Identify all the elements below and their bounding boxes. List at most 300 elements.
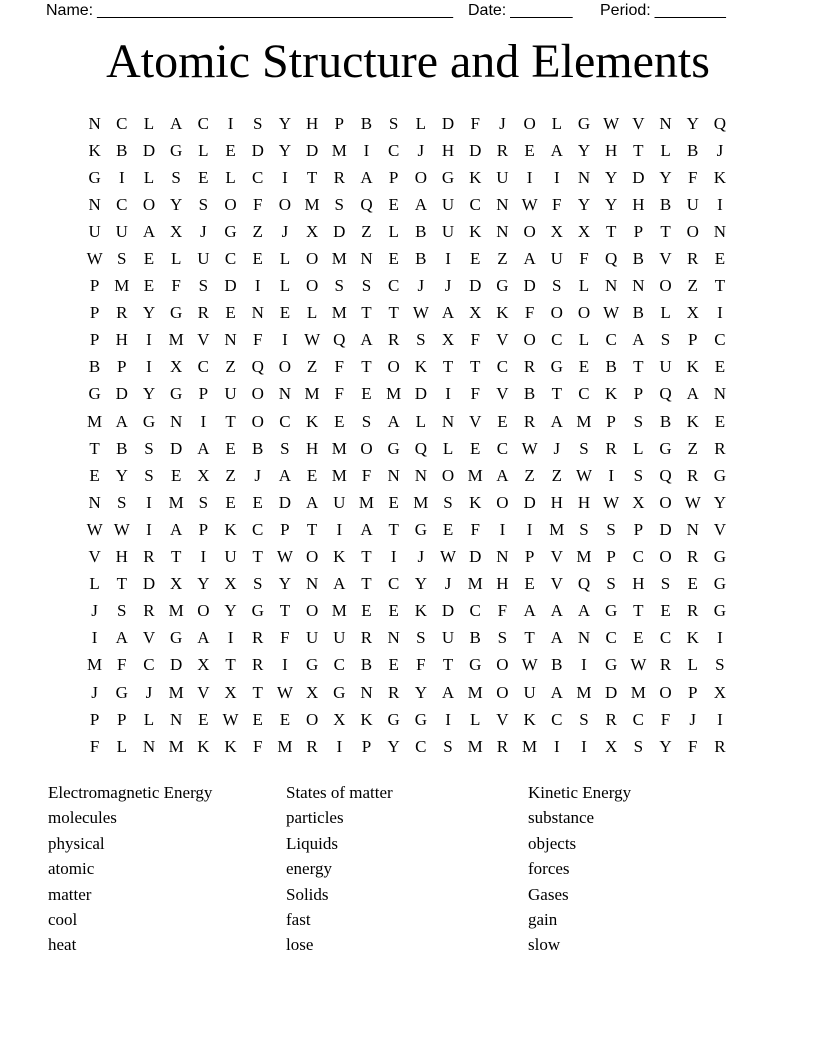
grid-letter-r9c8: I	[282, 330, 288, 350]
grid-letter-r15c17: D	[523, 492, 536, 512]
grid-letter-r13c21: L	[633, 438, 644, 458]
grid-letter-r9c21: A	[632, 330, 645, 350]
grid-letter-r5c17: O	[523, 221, 536, 241]
grid-letter-r24c23: F	[687, 736, 698, 756]
name-field-group	[46, 1, 453, 21]
grid-letter-r3c13: O	[414, 167, 427, 187]
grid-letter-r21c7: R	[252, 655, 264, 675]
grid-letter-r18c17: E	[524, 574, 535, 594]
grid-letter-r5c13: B	[415, 221, 427, 241]
grid-letter-r23c15: L	[470, 709, 481, 729]
grid-letter-r14c3: S	[144, 465, 154, 485]
grid-letter-r10c2: P	[117, 357, 127, 377]
grid-letter-r17c1: V	[88, 547, 101, 567]
grid-letter-r7c17: D	[523, 276, 536, 296]
grid-letter-r23c19: S	[579, 709, 589, 729]
grid-letter-r13c10: M	[331, 438, 347, 458]
grid-letter-r5c14: U	[441, 221, 455, 241]
grid-letter-r24c9: R	[306, 736, 318, 756]
grid-letter-r13c1: T	[89, 438, 100, 458]
grid-letter-r3c23: F	[687, 167, 698, 187]
grid-letter-r20c3: V	[142, 628, 156, 648]
grid-letter-r6c14: I	[445, 249, 451, 269]
grid-letter-r20c6: I	[227, 628, 234, 648]
grid-letter-r20c16: S	[497, 628, 508, 648]
grid-letter-r1c1: N	[88, 113, 101, 133]
name-label: Name:	[46, 2, 94, 19]
grid-letter-r24c13: C	[415, 736, 427, 756]
grid-letter-r13c12: G	[387, 438, 400, 458]
word-list-column-3	[528, 780, 631, 958]
grid-letter-r3c16: U	[496, 167, 509, 187]
grid-letter-r17c5: I	[200, 547, 207, 567]
grid-letter-r16c21: P	[633, 519, 644, 539]
grid-letter-r1c5: C	[197, 113, 210, 133]
grid-letter-r8c21: B	[632, 303, 645, 323]
grid-letter-r1c16: J	[499, 113, 506, 133]
grid-letter-r14c5: X	[197, 465, 210, 485]
period-blank-line: ________	[654, 2, 726, 19]
grid-letter-r1c7: S	[252, 113, 263, 133]
grid-letter-r22c11: N	[360, 682, 373, 702]
grid-letter-r5c24: N	[713, 221, 727, 241]
grid-letter-r22c6: X	[224, 682, 237, 702]
grid-letter-r12c11: S	[361, 411, 372, 431]
grid-letter-r22c1: J	[91, 682, 98, 702]
grid-letter-r3c8: I	[282, 167, 288, 187]
grid-letter-r12c7: O	[251, 411, 264, 431]
grid-letter-r7c7: I	[254, 276, 261, 296]
grid-letter-r5c3: A	[142, 221, 156, 241]
grid-letter-r2c11: I	[363, 140, 370, 160]
grid-letter-r11c17: B	[523, 384, 536, 404]
grid-letter-r19c21: T	[633, 601, 644, 621]
grid-letter-r6c6: C	[224, 249, 237, 269]
grid-letter-r18c20: S	[606, 574, 616, 594]
grid-letter-r7c9: O	[305, 276, 319, 296]
grid-letter-r24c8: M	[277, 736, 293, 756]
grid-letter-r11c20: K	[605, 384, 618, 404]
word-item: Liquids	[286, 833, 338, 853]
grid-letter-r5c16: N	[496, 221, 509, 241]
grid-letter-r7c12: C	[387, 276, 400, 296]
grid-letter-r7c1: P	[89, 276, 100, 296]
grid-letter-r20c24: I	[717, 628, 723, 648]
grid-letter-r12c22: B	[659, 411, 672, 431]
grid-letter-r16c10: I	[336, 519, 343, 539]
grid-letter-r9c15: F	[470, 330, 480, 350]
grid-letter-r11c8: N	[278, 384, 292, 404]
grid-letter-r19c6: Y	[224, 601, 237, 621]
grid-letter-r24c24: R	[714, 736, 726, 756]
grid-letter-r4c7: F	[252, 194, 263, 214]
grid-letter-r4c4: Y	[170, 194, 183, 214]
grid-letter-r1c3: L	[143, 113, 155, 133]
grid-letter-r13c19: S	[579, 438, 589, 458]
grid-letter-r15c6: E	[225, 492, 236, 512]
word-item: forces	[528, 859, 570, 879]
grid-letter-r9c6: N	[224, 330, 237, 350]
grid-letter-r24c20: X	[605, 736, 618, 756]
grid-letter-r10c21: T	[633, 357, 644, 377]
grid-letter-r10c3: I	[146, 357, 152, 377]
grid-letter-r8c19: O	[577, 303, 591, 323]
grid-letter-r11c14: I	[445, 384, 451, 404]
grid-letter-r1c9: H	[305, 113, 319, 133]
grid-letter-r4c18: F	[552, 194, 562, 214]
grid-letter-r11c10: F	[334, 384, 345, 404]
grid-letter-r1c6: I	[227, 113, 234, 133]
grid-letter-r4c6: O	[224, 194, 237, 214]
grid-letter-r15c5: S	[198, 492, 209, 512]
grid-letter-r4c2: C	[116, 194, 128, 214]
grid-letter-r7c21: N	[632, 276, 645, 296]
grid-letter-r21c1: M	[87, 655, 103, 675]
grid-letter-r18c22: S	[660, 574, 671, 594]
grid-letter-r3c24: K	[713, 167, 727, 187]
grid-letter-r18c4: X	[170, 574, 183, 594]
grid-letter-r13c4: D	[170, 438, 183, 458]
grid-letter-r3c3: L	[143, 167, 155, 187]
grid-letter-r14c20: I	[608, 465, 614, 485]
grid-letter-r12c14: N	[441, 411, 455, 431]
grid-letter-r21c22: R	[659, 655, 672, 675]
grid-letter-r9c22: S	[660, 330, 671, 350]
grid-letter-r4c12: E	[388, 194, 399, 214]
grid-letter-r16c18: M	[549, 519, 565, 539]
grid-letter-r20c8: F	[280, 628, 290, 648]
grid-letter-r1c18: L	[551, 113, 562, 133]
grid-letter-r12c19: M	[576, 411, 592, 431]
grid-letter-r19c13: K	[414, 601, 427, 621]
grid-letter-r21c3: C	[143, 655, 155, 675]
grid-letter-r24c18: I	[553, 736, 560, 756]
grid-letter-r24c17: M	[522, 736, 538, 756]
grid-letter-r6c10: M	[331, 249, 347, 269]
grid-letter-r1c20: W	[603, 113, 620, 133]
grid-letter-r5c19: X	[577, 221, 591, 241]
grid-letter-r16c1: W	[86, 519, 103, 539]
grid-letter-r2c8: Y	[278, 140, 292, 160]
grid-letter-r2c14: H	[441, 140, 455, 160]
grid-letter-r4c13: A	[414, 194, 427, 214]
grid-letter-r19c18: A	[550, 601, 563, 621]
grid-letter-r9c13: S	[416, 330, 426, 350]
grid-letter-r11c7: O	[251, 384, 264, 404]
grid-letter-r7c8: L	[279, 276, 291, 296]
grid-letter-r2c4: G	[170, 140, 183, 160]
grid-letter-r13c5: A	[197, 438, 210, 458]
grid-letter-r6c23: R	[687, 249, 699, 269]
grid-letter-r11c4: G	[170, 384, 183, 404]
grid-letter-r20c23: K	[686, 628, 699, 648]
grid-letter-r11c11: E	[361, 384, 372, 404]
grid-letter-r10c16: C	[496, 357, 509, 377]
grid-letter-r7c10: S	[334, 276, 345, 296]
grid-letter-r13c20: R	[605, 438, 617, 458]
grid-letter-r24c22: Y	[659, 736, 672, 756]
grid-letter-r16c8: P	[280, 519, 290, 539]
grid-letter-r17c2: H	[115, 547, 128, 567]
grid-letter-r11c1: G	[88, 384, 101, 404]
grid-letter-r7c13: J	[417, 276, 425, 296]
grid-letter-r8c1: P	[89, 303, 100, 323]
grid-letter-r17c9: O	[305, 547, 319, 567]
grid-letter-r9c11: A	[360, 330, 373, 350]
grid-letter-r15c4: M	[168, 492, 184, 512]
grid-letter-r9c5: V	[197, 330, 210, 350]
grid-letter-r1c14: D	[441, 113, 455, 133]
grid-letter-r9c19: L	[578, 330, 590, 350]
grid-letter-r8c16: K	[496, 303, 509, 323]
grid-letter-r18c13: Y	[414, 574, 427, 594]
grid-letter-r15c9: A	[305, 492, 319, 512]
grid-letter-r11c2: D	[115, 384, 128, 404]
grid-letter-r24c21: S	[633, 736, 644, 756]
grid-letter-r3c7: C	[252, 167, 264, 187]
grid-letter-r12c2: A	[115, 411, 128, 431]
grid-letter-r15c24: Y	[713, 492, 727, 512]
grid-letter-r9c7: F	[252, 330, 263, 350]
grid-letter-r10c4: X	[170, 357, 183, 377]
grid-letter-r19c17: A	[523, 601, 536, 621]
grid-letter-r5c1: U	[88, 221, 101, 241]
grid-letter-r5c21: P	[633, 221, 644, 241]
grid-letter-r2c10: M	[331, 140, 347, 160]
grid-letter-r12c1: M	[87, 411, 103, 431]
grid-letter-r18c15: M	[467, 574, 483, 594]
grid-letter-r11c23: A	[686, 384, 699, 404]
grid-letter-r14c17: Z	[524, 465, 535, 485]
grid-letter-r18c16: H	[496, 574, 509, 594]
grid-letter-r24c5: K	[197, 736, 210, 756]
grid-letter-r4c8: O	[278, 194, 292, 214]
grid-letter-r21c16: O	[496, 655, 509, 675]
grid-letter-r5c4: X	[170, 221, 183, 241]
grid-letter-r20c11: R	[360, 628, 373, 648]
word-item: heat	[48, 935, 77, 955]
grid-letter-r24c7: F	[252, 736, 263, 756]
grid-letter-r6c19: F	[579, 249, 589, 269]
grid-letter-r1c21: V	[632, 113, 645, 133]
grid-letter-r2c20: H	[605, 140, 618, 160]
grid-letter-r8c4: G	[170, 303, 183, 323]
grid-letter-r23c6: W	[222, 709, 239, 729]
grid-letter-r4c9: M	[304, 194, 320, 214]
grid-letter-r10c5: C	[197, 357, 210, 377]
grid-letter-r22c19: M	[576, 682, 592, 702]
grid-letter-r17c7: T	[252, 547, 263, 567]
grid-letter-r21c19: I	[581, 655, 587, 675]
grid-letter-r3c17: I	[526, 167, 533, 187]
grid-letter-r15c18: H	[550, 492, 563, 512]
grid-letter-r18c23: E	[687, 574, 698, 594]
grid-letter-r16c5: P	[198, 519, 209, 539]
grid-letter-r6c16: Z	[497, 249, 508, 269]
grid-letter-r4c5: S	[198, 194, 209, 214]
grid-letter-r22c16: O	[496, 682, 509, 702]
grid-letter-r20c5: A	[197, 628, 210, 648]
grid-letter-r17c14: W	[440, 547, 457, 567]
grid-letter-r11c13: D	[414, 384, 427, 404]
grid-letter-r24c15: M	[467, 736, 483, 756]
grid-letter-r23c17: K	[523, 709, 536, 729]
grid-letter-r20c13: S	[416, 628, 426, 648]
grid-letter-r8c7: N	[251, 303, 264, 323]
grid-letter-r13c24: R	[714, 438, 726, 458]
grid-letter-r12c15: V	[469, 411, 482, 431]
grid-letter-r16c7: C	[252, 519, 264, 539]
grid-letter-r11c9: M	[304, 384, 320, 404]
grid-letter-r11c21: P	[633, 384, 644, 404]
grid-letter-r8c24: I	[717, 303, 723, 323]
grid-letter-r16c12: T	[388, 519, 399, 539]
grid-letter-r17c21: C	[632, 547, 645, 567]
puzzle-title: Atomic Structure and Elements	[106, 35, 710, 88]
grid-letter-r21c24: S	[715, 655, 725, 675]
date-label: Date:	[468, 2, 507, 19]
grid-letter-r21c4: D	[170, 655, 183, 675]
grid-letter-r5c15: K	[469, 221, 482, 241]
grid-letter-r2c6: E	[225, 140, 236, 160]
grid-letter-r9c16: V	[496, 330, 509, 350]
grid-letter-r24c19: I	[581, 736, 587, 756]
grid-letter-r7c18: S	[552, 276, 562, 296]
grid-letter-r14c8: A	[278, 465, 292, 485]
grid-letter-r6c24: E	[714, 249, 726, 269]
grid-letter-r7c14: J	[444, 276, 452, 296]
grid-letter-r8c17: F	[524, 303, 535, 323]
grid-letter-r12c4: N	[170, 411, 183, 431]
grid-letter-r16c17: I	[526, 519, 533, 539]
grid-letter-r2c3: D	[142, 140, 156, 160]
grid-letter-r18c3: D	[142, 574, 156, 594]
grid-letter-r2c16: R	[496, 140, 509, 160]
grid-letter-r12c8: C	[279, 411, 291, 431]
grid-letter-r21c21: W	[630, 655, 647, 675]
grid-letter-r8c15: X	[469, 303, 482, 323]
grid-letter-r16c22: D	[659, 519, 672, 539]
grid-letter-r18c2: T	[116, 574, 127, 594]
grid-letter-r14c23: R	[687, 465, 699, 485]
grid-letter-r3c9: T	[306, 167, 318, 187]
grid-letter-r20c10: U	[333, 628, 346, 648]
grid-letter-r8c20: W	[603, 303, 620, 323]
grid-letter-r3c4: S	[171, 167, 181, 187]
grid-letter-r14c16: A	[496, 465, 509, 485]
grid-letter-r14c19: W	[575, 465, 592, 485]
grid-letter-r9c12: R	[387, 330, 400, 350]
grid-letter-r5c20: T	[605, 221, 617, 241]
grid-letter-r16c15: F	[470, 519, 480, 539]
grid-letter-r1c4: A	[170, 113, 183, 133]
grid-letter-r6c18: U	[550, 249, 563, 269]
grid-letter-r13c17: W	[521, 438, 538, 458]
grid-letter-r16c20: S	[606, 519, 616, 539]
grid-letter-r9c9: W	[304, 330, 321, 350]
grid-letter-r7c15: D	[469, 276, 482, 296]
grid-letter-r15c10: U	[333, 492, 346, 512]
grid-letter-r17c10: K	[333, 547, 346, 567]
grid-letter-r22c21: M	[630, 682, 646, 702]
grid-letter-r7c22: O	[659, 276, 672, 296]
grid-letter-r5c23: O	[686, 221, 699, 241]
grid-letter-r19c23: R	[687, 601, 699, 621]
grid-letter-r23c9: O	[305, 709, 319, 729]
grid-letter-r18c24: G	[713, 574, 727, 594]
grid-letter-r8c3: Y	[142, 303, 156, 323]
grid-letter-r5c7: Z	[252, 221, 263, 241]
grid-letter-r3c5: E	[198, 167, 209, 187]
grid-letter-r6c13: B	[415, 249, 427, 269]
period-field-group	[600, 1, 726, 21]
grid-letter-r21c5: X	[197, 655, 210, 675]
grid-letter-r10c12: O	[387, 357, 400, 377]
word-item: atomic	[48, 859, 95, 879]
date-field-group	[468, 1, 573, 21]
grid-letter-r22c20: D	[605, 682, 618, 702]
grid-letter-r9c14: X	[441, 330, 455, 350]
grid-letter-r22c13: Y	[414, 682, 427, 702]
grid-letter-r3c14: G	[441, 167, 455, 187]
grid-letter-r12c10: E	[334, 411, 345, 431]
grid-letter-r15c11: M	[358, 492, 375, 512]
grid-letter-r13c6: E	[225, 438, 236, 458]
grid-letter-r20c1: I	[91, 628, 98, 648]
grid-letter-r8c23: X	[686, 303, 699, 323]
grid-letter-r3c2: I	[118, 167, 125, 187]
word-item: States of matter	[286, 783, 393, 802]
grid-letter-r17c17: P	[524, 547, 535, 567]
grid-letter-r13c16: C	[496, 438, 509, 458]
grid-letter-r13c18: J	[553, 438, 561, 458]
grid-letter-r7c11: S	[361, 276, 372, 296]
grid-letter-r19c19: A	[577, 601, 591, 621]
grid-letter-r17c12: I	[390, 547, 397, 567]
grid-letter-r7c6: D	[224, 276, 237, 296]
grid-letter-r15c23: W	[684, 492, 701, 512]
grid-letter-r10c7: Q	[251, 357, 264, 377]
grid-letter-r23c10: X	[333, 709, 346, 729]
grid-letter-r18c5: Y	[197, 574, 210, 594]
grid-letter-r14c1: E	[89, 465, 100, 485]
grid-letter-r16c11: A	[360, 519, 373, 539]
grid-letter-r22c12: R	[387, 682, 400, 702]
grid-letter-r3c11: A	[360, 167, 373, 187]
grid-letter-r12c17: R	[523, 411, 536, 431]
grid-letter-r11c16: V	[496, 384, 509, 404]
grid-letter-r7c5: S	[198, 276, 209, 296]
date-blank-line: _______	[510, 2, 573, 19]
grid-letter-r2c15: D	[469, 140, 482, 160]
grid-letter-r14c24: G	[713, 465, 727, 485]
grid-letter-r17c18: V	[550, 547, 563, 567]
word-item: Electromagnetic Energy	[48, 783, 213, 802]
grid-letter-r10c18: G	[550, 357, 563, 377]
word-item: gain	[528, 910, 558, 930]
grid-letter-r13c2: B	[116, 438, 128, 458]
grid-letter-r8c14: A	[441, 303, 455, 323]
grid-letter-r21c11: B	[360, 655, 373, 675]
grid-letter-r2c13: J	[417, 140, 425, 160]
grid-letter-r6c8: L	[279, 249, 291, 269]
grid-letter-r19c20: G	[605, 601, 618, 621]
grid-letter-r23c8: E	[279, 709, 291, 729]
grid-letter-r3c20: Y	[605, 167, 618, 187]
grid-letter-r2c1: K	[88, 140, 101, 160]
grid-letter-r5c8: J	[281, 221, 289, 241]
grid-letter-r7c24: T	[714, 276, 726, 296]
